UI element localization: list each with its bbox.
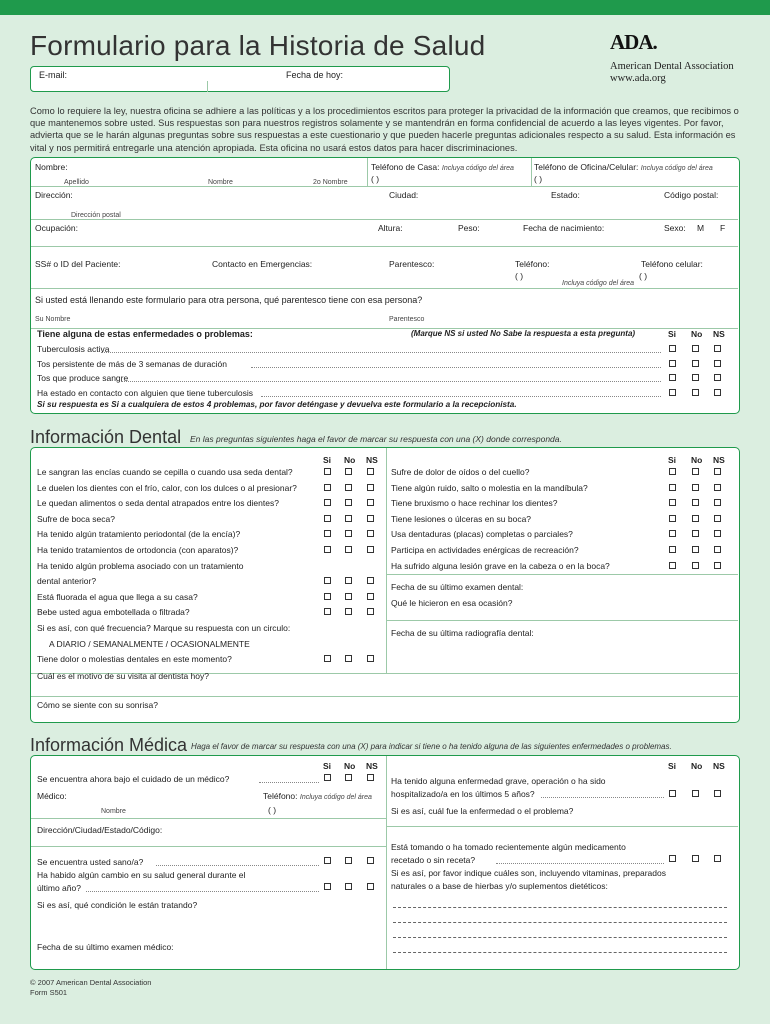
- dental-no-checkbox[interactable]: [345, 655, 352, 662]
- cuidado-ns-checkbox[interactable]: [367, 774, 374, 781]
- med-si-header-left: Si: [323, 761, 332, 771]
- tb-no-header: No: [691, 329, 703, 339]
- footer-copyright: © 2007 American Dental Association: [30, 978, 152, 987]
- medico-nombre-label: Nombre: [101, 808, 126, 815]
- contacto-label: Contacto en Emergencias:: [212, 259, 313, 269]
- cambio-ns-checkbox[interactable]: [367, 883, 374, 890]
- sexo-m: M: [697, 223, 705, 233]
- page-title: Formulario para la Historia de Salud: [30, 30, 486, 61]
- sexo-f: F: [720, 223, 726, 233]
- email-date-box: [30, 66, 450, 92]
- tb-warning: Si su respuesta es Si a cualquiera de estos 4 problemas, por favor deténgase y devuelva este formulario a la recepcionista.: [37, 400, 517, 409]
- sano-label: Se encuentra usted sano/a?: [37, 857, 144, 867]
- dental-si-checkbox[interactable]: [324, 515, 331, 522]
- dental-ns-checkbox[interactable]: [367, 515, 374, 522]
- med-telefono-label: Teléfono: Incluya código del área: [263, 791, 372, 801]
- codigo-label: Código postal:: [664, 190, 719, 200]
- footer-form-id: Form S501: [30, 988, 68, 997]
- dental-si-checkbox[interactable]: [669, 484, 676, 491]
- dental-ns-checkbox[interactable]: [714, 468, 721, 475]
- tb-si-checkbox[interactable]: [669, 374, 676, 381]
- med-label-2: recetado o sin receta?: [391, 855, 476, 865]
- ssn-label: SS# o ID del Paciente:: [35, 259, 121, 269]
- tb-item: Tos que produce sangre: [37, 373, 129, 383]
- direccion-label: Dirección:: [35, 190, 73, 200]
- tb-ns-checkbox[interactable]: [714, 374, 721, 381]
- dental-ns-header-right: NS: [713, 455, 725, 465]
- nombre-small-label: Nombre: [208, 179, 233, 186]
- cambio-no-checkbox[interactable]: [345, 883, 352, 890]
- medico-label: Médico:: [37, 791, 67, 801]
- dental-ns-checkbox[interactable]: [367, 530, 374, 537]
- dental-si-checkbox[interactable]: [669, 530, 676, 537]
- peso-label: Peso:: [458, 223, 480, 233]
- altura-label: Altura:: [378, 223, 403, 233]
- dental-si-checkbox[interactable]: [669, 515, 676, 522]
- motivo-label: Cuál es el motivo de su visita al dentista hoy?: [37, 671, 209, 681]
- dental-no-header-left: No: [344, 455, 356, 465]
- tb-si-header: Si: [668, 329, 677, 339]
- tb-ns-checkbox[interactable]: [714, 389, 721, 396]
- tb-no-checkbox[interactable]: [692, 345, 699, 352]
- dental-si-checkbox[interactable]: [324, 655, 331, 662]
- tel-casa-label: Teléfono de Casa: Incluya código del área: [371, 162, 514, 172]
- dental-question: Le sangran las encías cuando se cepilla o cuando usa seda dental?: [37, 467, 293, 477]
- grave-no-checkbox[interactable]: [692, 790, 699, 797]
- dental-si-checkbox[interactable]: [669, 468, 676, 475]
- cambio-label-1: Ha habido algún cambio en su salud general durante el: [37, 870, 246, 880]
- dental-no-checkbox[interactable]: [345, 499, 352, 506]
- cambio-si-checkbox[interactable]: [324, 883, 331, 890]
- dental-no-checkbox[interactable]: [345, 515, 352, 522]
- dental-si-header-right: Si: [668, 455, 677, 465]
- tel-oficina-label: Teléfono de Oficina/Celular: Incluya código del área: [534, 162, 713, 172]
- sano-ns-checkbox[interactable]: [367, 857, 374, 864]
- dental-question: Ha tenido algún tratamiento periodontal (de la encía)?: [37, 529, 241, 540]
- tb-no-checkbox[interactable]: [692, 389, 699, 396]
- dental-no-checkbox[interactable]: [345, 546, 352, 553]
- tb-no-checkbox[interactable]: [692, 374, 699, 381]
- top-bar: [0, 0, 770, 15]
- dental-ns-checkbox[interactable]: [367, 577, 374, 584]
- med-ns-header-left: NS: [366, 761, 378, 771]
- tb-heading: Tiene alguna de estas enfermedades o problemas:: [37, 329, 253, 339]
- tb-ns-checkbox[interactable]: [714, 345, 721, 352]
- dental-no-checkbox[interactable]: [345, 608, 352, 615]
- date-label: Fecha de hoy:: [286, 70, 344, 80]
- org-name: [610, 61, 734, 85]
- dental-si-checkbox[interactable]: [324, 468, 331, 475]
- dental-question: Sufre de boca seca?: [37, 513, 115, 524]
- dental-si-checkbox[interactable]: [324, 484, 331, 491]
- ultimo-examen-label: Fecha de su último examen dental:: [391, 582, 524, 592]
- dental-ns-header-left: NS: [366, 455, 378, 465]
- dental-question: Tiene bruxismo o hace rechinar los dientes?: [391, 498, 558, 509]
- med-write-line[interactable]: [393, 907, 727, 908]
- dental-no-checkbox[interactable]: [692, 562, 699, 569]
- cuidado-no-checkbox[interactable]: [345, 774, 352, 781]
- email-label: E-mail:: [39, 70, 68, 80]
- incluya-note: Incluya código del área: [562, 280, 634, 287]
- dental-si-checkbox[interactable]: [324, 499, 331, 506]
- med-label-4: naturales o a base de hierbas y/o suplementos dietéticos:: [391, 881, 608, 891]
- tel-celular-label: Teléfono celular:: [641, 259, 703, 269]
- dental-si-checkbox[interactable]: [669, 562, 676, 569]
- divider: [207, 81, 208, 92]
- dental-question: Sufre de dolor de oídos o del cuello?: [391, 467, 530, 477]
- dental-no-checkbox[interactable]: [345, 468, 352, 475]
- grave-label-2: hospitalizado/a en los últimos 5 años?: [391, 789, 535, 799]
- med-si-checkbox[interactable]: [669, 855, 676, 862]
- dental-ns-checkbox[interactable]: [714, 562, 721, 569]
- direccion-postal-label: Dirección postal: [71, 212, 121, 219]
- dental-no-checkbox[interactable]: [345, 484, 352, 491]
- tel-casa-paren: ( ): [371, 174, 380, 184]
- su-nombre-label: Su Nombre: [35, 316, 71, 323]
- dental-ns-checkbox[interactable]: [367, 484, 374, 491]
- dental-ns-checkbox[interactable]: [367, 546, 374, 553]
- dental-question: Le quedan alimentos o seda dental atrapados entre los dientes?: [37, 498, 279, 509]
- sexo-label: Sexo:: [664, 223, 686, 233]
- dental-question: Bebe usted agua embotellada o filtrada?: [37, 607, 190, 618]
- leader-dots: [261, 396, 661, 397]
- dental-question: Ha sufrido alguna lesión grave en la cabeza o en la boca?: [391, 560, 610, 571]
- grave-si-checkbox[interactable]: [669, 790, 676, 797]
- dental-si-checkbox[interactable]: [324, 530, 331, 537]
- grave-label-1: Ha tenido alguna enfermedad grave, operación o ha sido: [391, 776, 606, 786]
- dental-ns-checkbox[interactable]: [367, 608, 374, 615]
- ocupacion-label: Ocupación:: [35, 223, 78, 233]
- med-ns-header-right: NS: [713, 761, 725, 771]
- dental-no-checkbox[interactable]: [345, 593, 352, 600]
- ciudad-label: Ciudad:: [389, 190, 419, 200]
- dental-si-checkbox[interactable]: [324, 593, 331, 600]
- tb-no-checkbox[interactable]: [692, 360, 699, 367]
- dental-question: Está fluorada el agua que llega a su casa?: [37, 591, 198, 602]
- dental-question: Tiene dolor o molestias dentales en este momento?: [37, 654, 232, 665]
- dental-no-checkbox[interactable]: [692, 468, 699, 475]
- nacimiento-label: Fecha de nacimiento:: [523, 223, 605, 233]
- med-no-header-right: No: [691, 761, 703, 771]
- med-write-line[interactable]: [393, 937, 727, 938]
- dental-ns-checkbox[interactable]: [714, 515, 721, 522]
- dental-no-checkbox[interactable]: [692, 484, 699, 491]
- dental-ns-checkbox[interactable]: [367, 655, 374, 662]
- med-ns-checkbox[interactable]: [714, 855, 721, 862]
- dental-question: Tiene lesiones o úlceras en su boca?: [391, 513, 532, 524]
- leader-dots: [251, 367, 661, 368]
- dental-ns-checkbox[interactable]: [714, 546, 721, 553]
- leader-dots: [101, 352, 661, 353]
- med-no-checkbox[interactable]: [692, 855, 699, 862]
- radiografia-label: Fecha de su última radiografía dental:: [391, 628, 534, 638]
- med-label-3: Si es así, por favor indique cuáles son, incluyendo vitaminas, preparados: [391, 868, 666, 878]
- org-label: American Dental Association: [610, 61, 734, 72]
- dental-no-checkbox[interactable]: [692, 499, 699, 506]
- dental-ns-checkbox[interactable]: [367, 468, 374, 475]
- sano-no-checkbox[interactable]: [345, 857, 352, 864]
- dental-question: A DIARIO / SEMANALMENTE / OCASIONALMENTE: [49, 638, 250, 649]
- dental-question: Ha tenido tratamientos de ortodoncia (con aparatos)?: [37, 545, 239, 555]
- dental-si-checkbox[interactable]: [669, 546, 676, 553]
- estado-label: Estado:: [551, 190, 580, 200]
- tel-celular-paren: ( ): [639, 271, 648, 281]
- dental-si-checkbox[interactable]: [324, 608, 331, 615]
- telefono-paren: ( ): [515, 271, 524, 281]
- cual-label: Si es así, cuál fue la enfermedad o el problema?: [391, 806, 574, 816]
- tel-oficina-paren: ( ): [534, 174, 543, 184]
- otra-persona-label: Si usted está llenando este formulario para otra persona, qué parentesco tiene con esa persona?: [35, 295, 423, 305]
- tb-item: Tuberculosis activa: [37, 344, 110, 354]
- parentesco-small-label: Parentesco: [389, 316, 425, 323]
- intro-text: Como lo requiere la ley, nuestra oficina se adhiere a las políticas y a los procedimientos escritos para proteger la privacidad de la información que creamos, que recibimos o que mantenemos sobre usted. Sus respuestas son para nuestros registros solamente y se mantendrán en forma confidencial de acuerdo a las leyes vigentes. Por favor, advierta que se le harán algunas preguntas sobre sus respuestas a este cuestionario y que pueden hacerle preguntas adicionales respecto a su salud. Esta información es vital y nos permitirá entregarle una atención apropiada. Esta oficina no usará estos datos para hacer discriminaciones.: [30, 106, 739, 153]
- dental-ns-checkbox[interactable]: [367, 593, 374, 600]
- dental-si-checkbox[interactable]: [324, 577, 331, 584]
- dental-subtitle: En las preguntas siguientes haga el favor de marcar su respuesta con una (X) donde corresponda.: [190, 434, 562, 444]
- footer: [30, 978, 151, 998]
- med-no-header-left: No: [344, 761, 356, 771]
- cuidado-si-checkbox[interactable]: [324, 774, 331, 781]
- medical-subtitle: Haga el favor de marcar su respuesta con una (X) para indicar si tiene o ha tenido alguna de las siguientes enfermedades o problemas.: [191, 742, 672, 751]
- condicion-label: Si es así, qué condición le están tratando?: [37, 900, 198, 910]
- grave-ns-checkbox[interactable]: [714, 790, 721, 797]
- direccion-medico-label: Dirección/Ciudad/Estado/Código:: [37, 825, 163, 835]
- dental-no-checkbox[interactable]: [345, 530, 352, 537]
- cambio-label-2: último año?: [37, 883, 81, 893]
- leader-dots: [121, 381, 661, 382]
- org-web: www.ada.org: [610, 73, 666, 84]
- medical-box: [30, 755, 740, 970]
- dental-si-checkbox[interactable]: [669, 499, 676, 506]
- dental-ns-checkbox[interactable]: [714, 499, 721, 506]
- dental-no-checkbox[interactable]: [692, 530, 699, 537]
- dental-si-checkbox[interactable]: [324, 546, 331, 553]
- sano-si-checkbox[interactable]: [324, 857, 331, 864]
- dental-ns-checkbox[interactable]: [714, 484, 721, 491]
- parentesco-label: Parentesco:: [389, 259, 435, 269]
- dental-question: Ha tenido algún problema asociado con un tratamiento: [37, 560, 244, 571]
- dental-no-header-right: No: [691, 455, 703, 465]
- apellido-label: Apellido: [64, 179, 89, 186]
- patient-info-box: [30, 157, 740, 414]
- cuidado-label: Se encuentra ahora bajo el cuidado de un médico?: [37, 774, 230, 784]
- tb-si-checkbox[interactable]: [669, 389, 676, 396]
- dental-no-checkbox[interactable]: [692, 515, 699, 522]
- dental-question: Tiene algún ruido, salto o molestia en la mandíbula?: [391, 482, 588, 493]
- tb-item: Ha estado en contacto con alguien que tiene tuberculosis: [37, 387, 253, 398]
- tb-si-checkbox[interactable]: [669, 345, 676, 352]
- tb-si-checkbox[interactable]: [669, 360, 676, 367]
- med-si-header-right: Si: [668, 761, 677, 771]
- tb-note: (Marque NS si usted No Sabe la respuesta a esta pregunta): [411, 329, 636, 338]
- medical-title: Información Médica: [30, 735, 188, 755]
- med-telefono-paren: ( ): [268, 805, 277, 815]
- segundo-nombre-label: 2o Nombre: [313, 179, 348, 186]
- dental-title: Información Dental: [30, 427, 182, 447]
- ada-logo: ADA.: [610, 30, 657, 54]
- tb-ns-checkbox[interactable]: [714, 360, 721, 367]
- tb-item: Tos persistente de más de 3 semanas de duración: [37, 358, 227, 369]
- dental-ns-checkbox[interactable]: [714, 530, 721, 537]
- dental-question: dental anterior?: [37, 576, 97, 587]
- dental-ns-checkbox[interactable]: [367, 499, 374, 506]
- dental-question: Usa dentaduras (placas) completas o parciales?: [391, 529, 573, 540]
- dental-question: Si es así, con qué frecuencia? Marque su respuesta con un circulo:: [37, 623, 291, 633]
- dental-si-header-left: Si: [323, 455, 332, 465]
- nombre-label: Nombre:: [35, 162, 68, 172]
- med-label-1: Está tomando o ha tomado recientemente algún medicamento: [391, 842, 626, 852]
- med-write-line[interactable]: [393, 922, 727, 923]
- telefono-label: Teléfono:: [515, 259, 550, 269]
- dental-question: Le duelen los dientes con el frío, calor, con los dulces o al presionar?: [37, 482, 297, 493]
- dental-box: [30, 447, 740, 723]
- dental-no-checkbox[interactable]: [692, 546, 699, 553]
- que-hicieron-label: Qué le hicieron en esa ocasión?: [391, 598, 513, 608]
- examen-medico-label: Fecha de su último examen médico:: [37, 942, 174, 952]
- med-write-line[interactable]: [393, 952, 727, 953]
- tb-ns-header: NS: [713, 329, 725, 339]
- dental-question: Participa en actividades enérgicas de recreación?: [391, 545, 579, 555]
- dental-no-checkbox[interactable]: [345, 577, 352, 584]
- sonrisa-label: Cómo se siente con su sonrisa?: [37, 700, 158, 710]
